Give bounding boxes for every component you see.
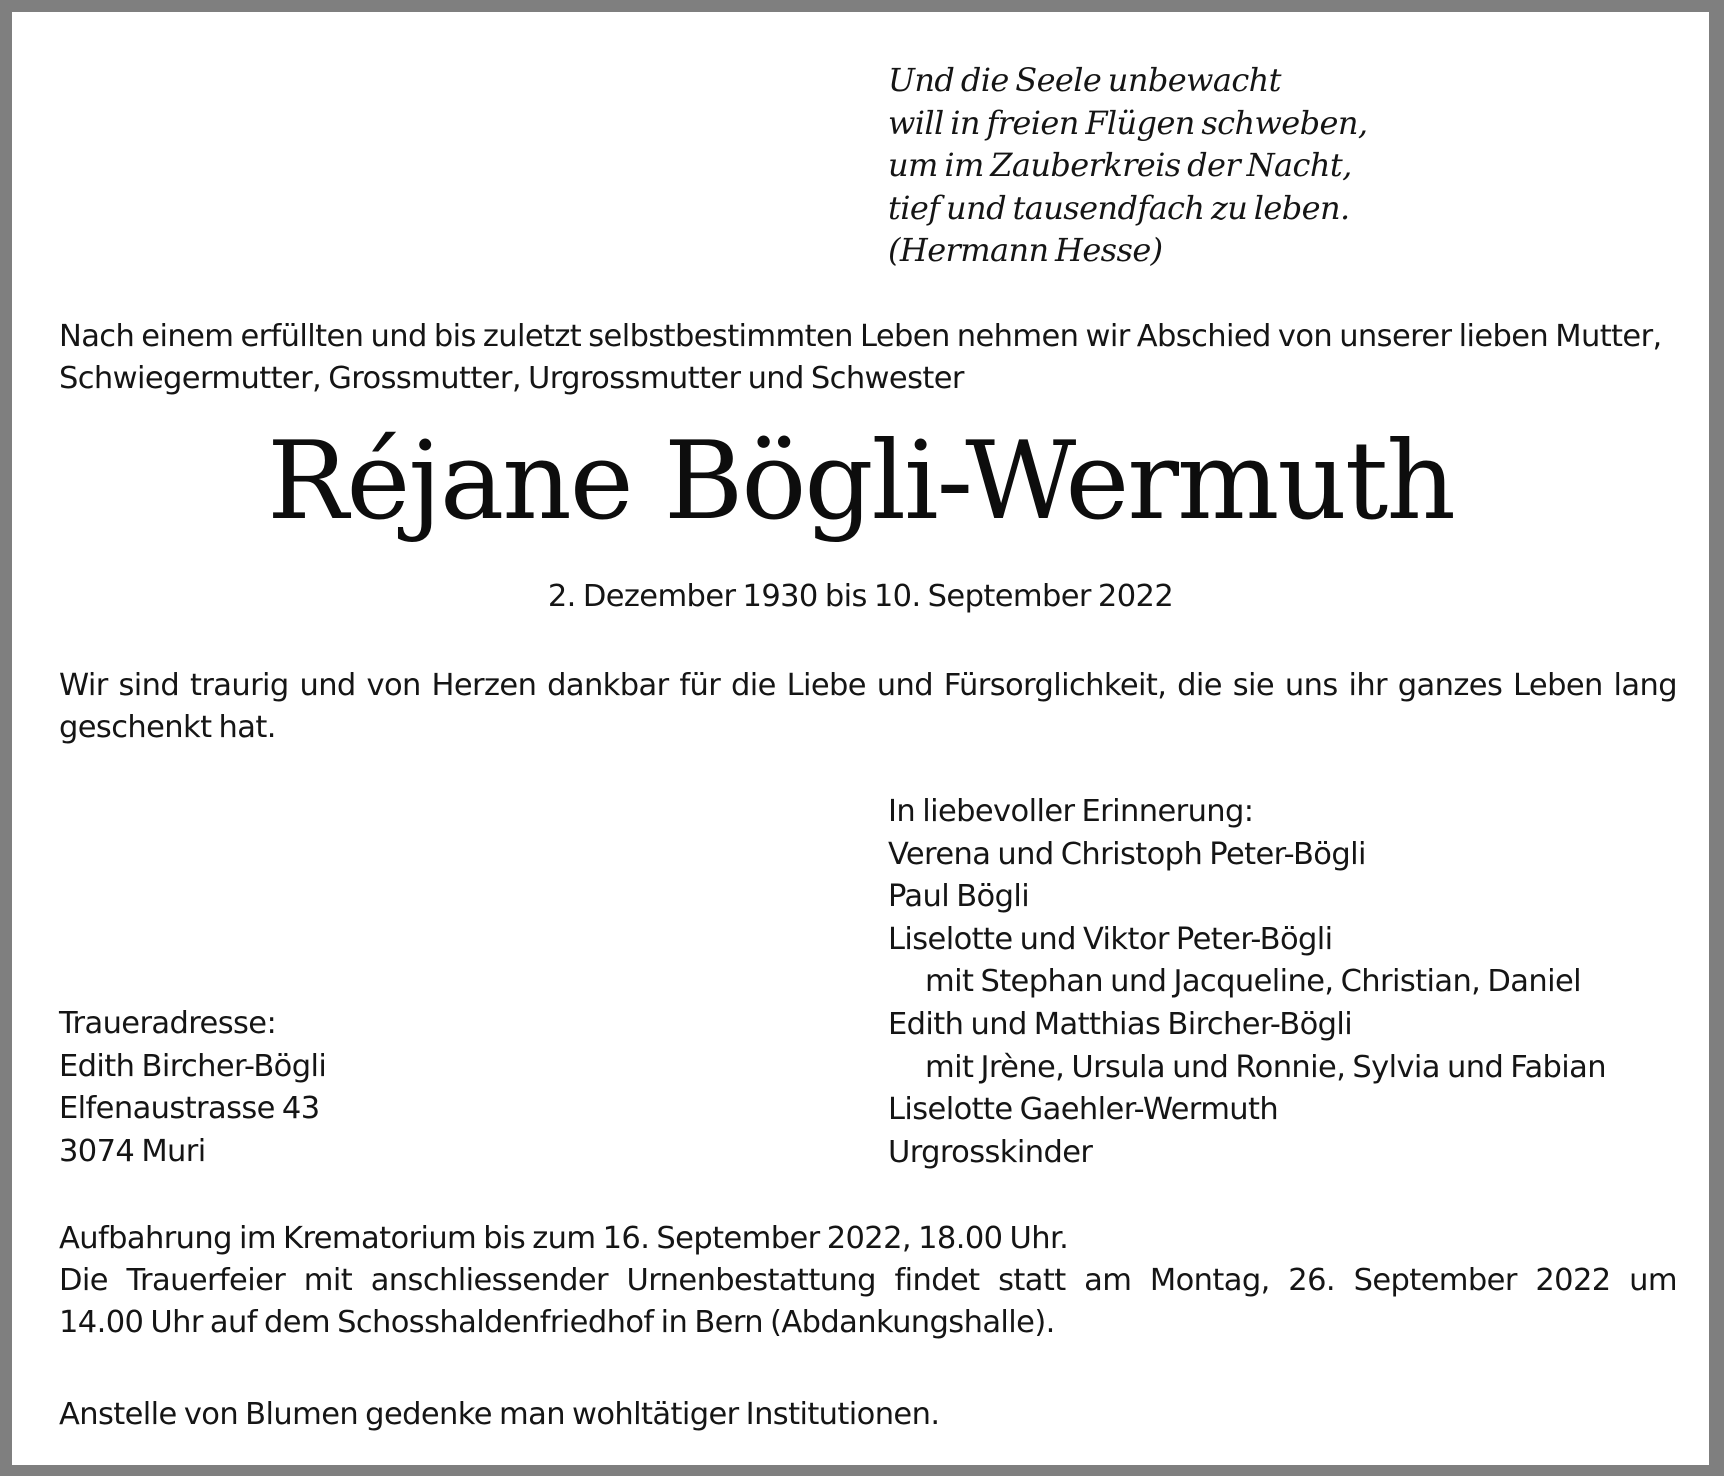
ceremony-line: Die Trauerfeier mit anschliessender Urnenbestattung findet statt am Montag, 26. September 2022 um xyxy=(59,1263,1677,1298)
thanks-line: Wir sind traurig und von Herzen dankbar für die Liebe und Fürsorglichkeit, die sie uns ihr ganzes Leben lang xyxy=(59,668,1677,703)
deceased-name: Réjane Bögli-Wermuth xyxy=(267,419,1454,544)
mourner-entry: Verena und Christoph Peter-Bögli xyxy=(888,836,1366,872)
address-label: Traueradresse: xyxy=(59,1006,277,1041)
address-city: 3074 Muri xyxy=(59,1133,206,1169)
poem-quote xyxy=(888,59,1367,272)
poem-line: Und die Seele unbewacht xyxy=(888,61,1281,99)
mourners-heading: In liebevoller Erinnerung: xyxy=(888,794,1254,829)
mourner-entry: Edith und Matthias Bircher-Bögli xyxy=(888,1006,1353,1042)
mourner-subentry: mit Stephan und Jacqueline, Christian, Daniel xyxy=(925,964,1581,1000)
poem-line: um im Zauberkreis der Nacht, xyxy=(888,146,1352,184)
closing-note: Anstelle von Blumen gedenke man wohltätiger Institutionen. xyxy=(59,1397,940,1432)
intro-line: Nach einem erfüllten und bis zuletzt selbstbestimmten Leben nehmen wir Abschied von unserer lieben Mutter, xyxy=(59,319,1662,354)
poem-line: tief und tausendfach zu leben. xyxy=(888,188,1350,227)
thanks-line: geschenkt hat. xyxy=(59,710,276,745)
mourner-entry: Liselotte und Viktor Peter-Bögli xyxy=(888,921,1333,957)
obituary-notice xyxy=(12,12,1709,1465)
poem-line: will in freien Flügen schweben, xyxy=(888,103,1368,142)
intro-paragraph xyxy=(59,316,1677,400)
thanks-paragraph xyxy=(59,665,1677,749)
ceremony-line: 14.00 Uhr auf dem Schosshaldenfriedhof in Bern (Abdankungshalle). xyxy=(59,1305,1055,1340)
life-dates: 2. Dezember 1930 bis 10. September 2022 xyxy=(547,579,1174,614)
address-street: Elfenaustrasse 43 xyxy=(59,1091,320,1127)
mourner-subentry: mit Jrène, Ursula und Ronnie, Sylvia und Fabian xyxy=(925,1049,1606,1085)
poem-author: (Hermann Hesse) xyxy=(888,231,1163,269)
mourner-entry: Paul Bögli xyxy=(888,879,1030,915)
ceremony-line: Aufbahrung im Krematorium bis zum 16. September 2022, 18.00 Uhr. xyxy=(59,1221,1069,1256)
address-name: Edith Bircher-Bögli xyxy=(59,1048,327,1084)
ceremony-details xyxy=(59,1218,1677,1344)
mourning-address xyxy=(59,1003,326,1173)
mourner-entry: Urgrosskinder xyxy=(888,1134,1093,1170)
mourner-entry: Liselotte Gaehler-Wermuth xyxy=(888,1092,1279,1128)
mourners-list xyxy=(888,791,1606,1174)
intro-line: Schwiegermutter, Grossmutter, Urgrossmutter und Schwester xyxy=(59,361,964,396)
